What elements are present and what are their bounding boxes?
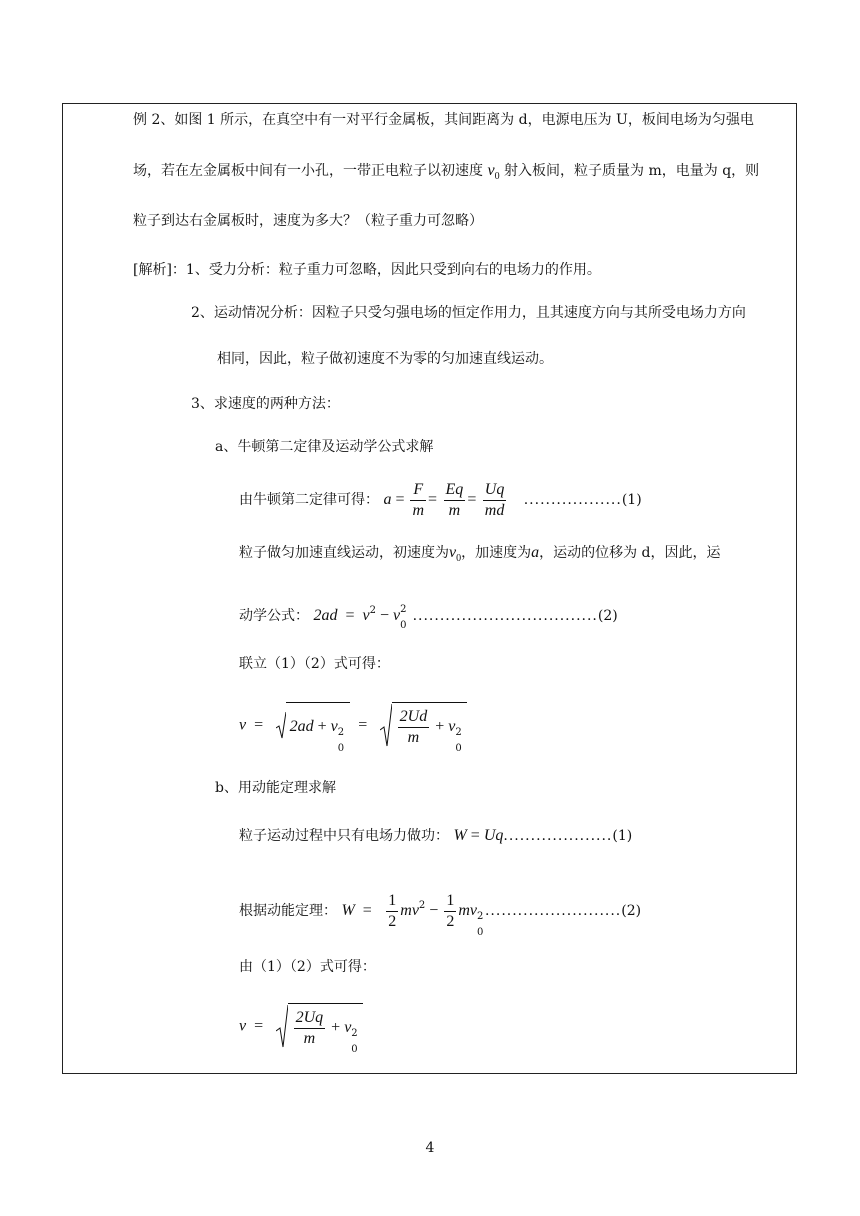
sqrt-expression-2: $\frac{2Ud}{m}$ + v 2 0: [380, 702, 468, 749]
problem-line-2-a: 场，若在左金属板中间有一小孔，一带正电粒子以初速度: [133, 163, 488, 179]
method-b-title: b、用动能定理求解: [215, 780, 336, 796]
sqrt-expression-3: $\frac{2Uq}{m}$ + v 2 0: [276, 1003, 364, 1050]
problem-line-2: [133, 161, 759, 187]
result-equation-a: v = 2ad + v 2 0 = $\frac{2Ud}{m}$ + v 2 0: [239, 702, 467, 749]
problem-line-2-b: 射入板间，粒子质量为 m，电量为 q，则: [499, 163, 760, 179]
problem-line-3: 粒子到达右金属板时，速度为多大？（粒子重力可忽略）: [133, 213, 483, 229]
v0-symbol: $v_0$: [449, 544, 462, 564]
sqrt-expression-1: 2ad + v 2 0: [276, 702, 350, 749]
method-a-title: a、牛顿第二定律及运动学公式求解: [215, 439, 434, 455]
fraction-Eq-over-m: $\frac{Eq}{m}$: [445, 480, 464, 519]
analysis-step-2b: 相同，因此，粒子做初速度不为零的匀加速直线运动。: [217, 351, 553, 367]
combine-label-b: 由（1）（2）式可得：: [239, 959, 376, 975]
newton-label: 由牛顿第二定律可得：: [239, 492, 379, 508]
analysis-step-1: [解析]：1、受力分析：粒子重力可忽略，因此只受到向右的电场力的作用。: [133, 262, 601, 278]
result-equation-b: v = $\frac{2Uq}{m}$ + v 2 0: [239, 1003, 363, 1050]
analysis-step-2a: 2、运动情况分析：因粒子只受匀强电场的恒定作用力，且其速度方向与其所受电场力方向: [191, 305, 746, 321]
combine-label-a: 联立（1）（2）式可得：: [239, 656, 390, 672]
kinetic-energy-theorem: 根据动能定理： W = $\frac{1}{2}$ $mv^2$ − $\frac{1}{2}$ mv 2 0 .........................(2): [239, 891, 642, 938]
fraction-Uq-over-md: $\frac{Uq}{md}$: [484, 480, 505, 519]
fraction-F-over-m: $\frac{F}{m}$: [412, 480, 425, 519]
work-equation: 粒子运动过程中只有电场力做功： W = Uq....................(1): [239, 827, 633, 844]
analysis-step-3: 3、求速度的两种方法：: [191, 396, 340, 412]
kinematics-equation: 动学公式： $2ad = v^2 - v$ 2 0 ..................................(2): [239, 604, 618, 631]
motion-description: 粒子做匀加速直线运动，初速度为$v_0$，加速度为a，运动的位移为 d，因此，运: [239, 544, 721, 564]
v0-symbol: $v_0$: [487, 162, 500, 182]
page-number: 4: [425, 1140, 435, 1156]
problem-line-1: 例 2、如图 1 所示，在真空中有一对平行金属板，其间距离为 d，电源电压为 U，板间电场为匀强电: [133, 112, 754, 128]
newton-equation: 由牛顿第二定律可得： a = $\frac{F}{m}$ = $\frac{Eq}{m}$ = $\frac{Uq}{md}$ ..................(1): [239, 480, 642, 519]
